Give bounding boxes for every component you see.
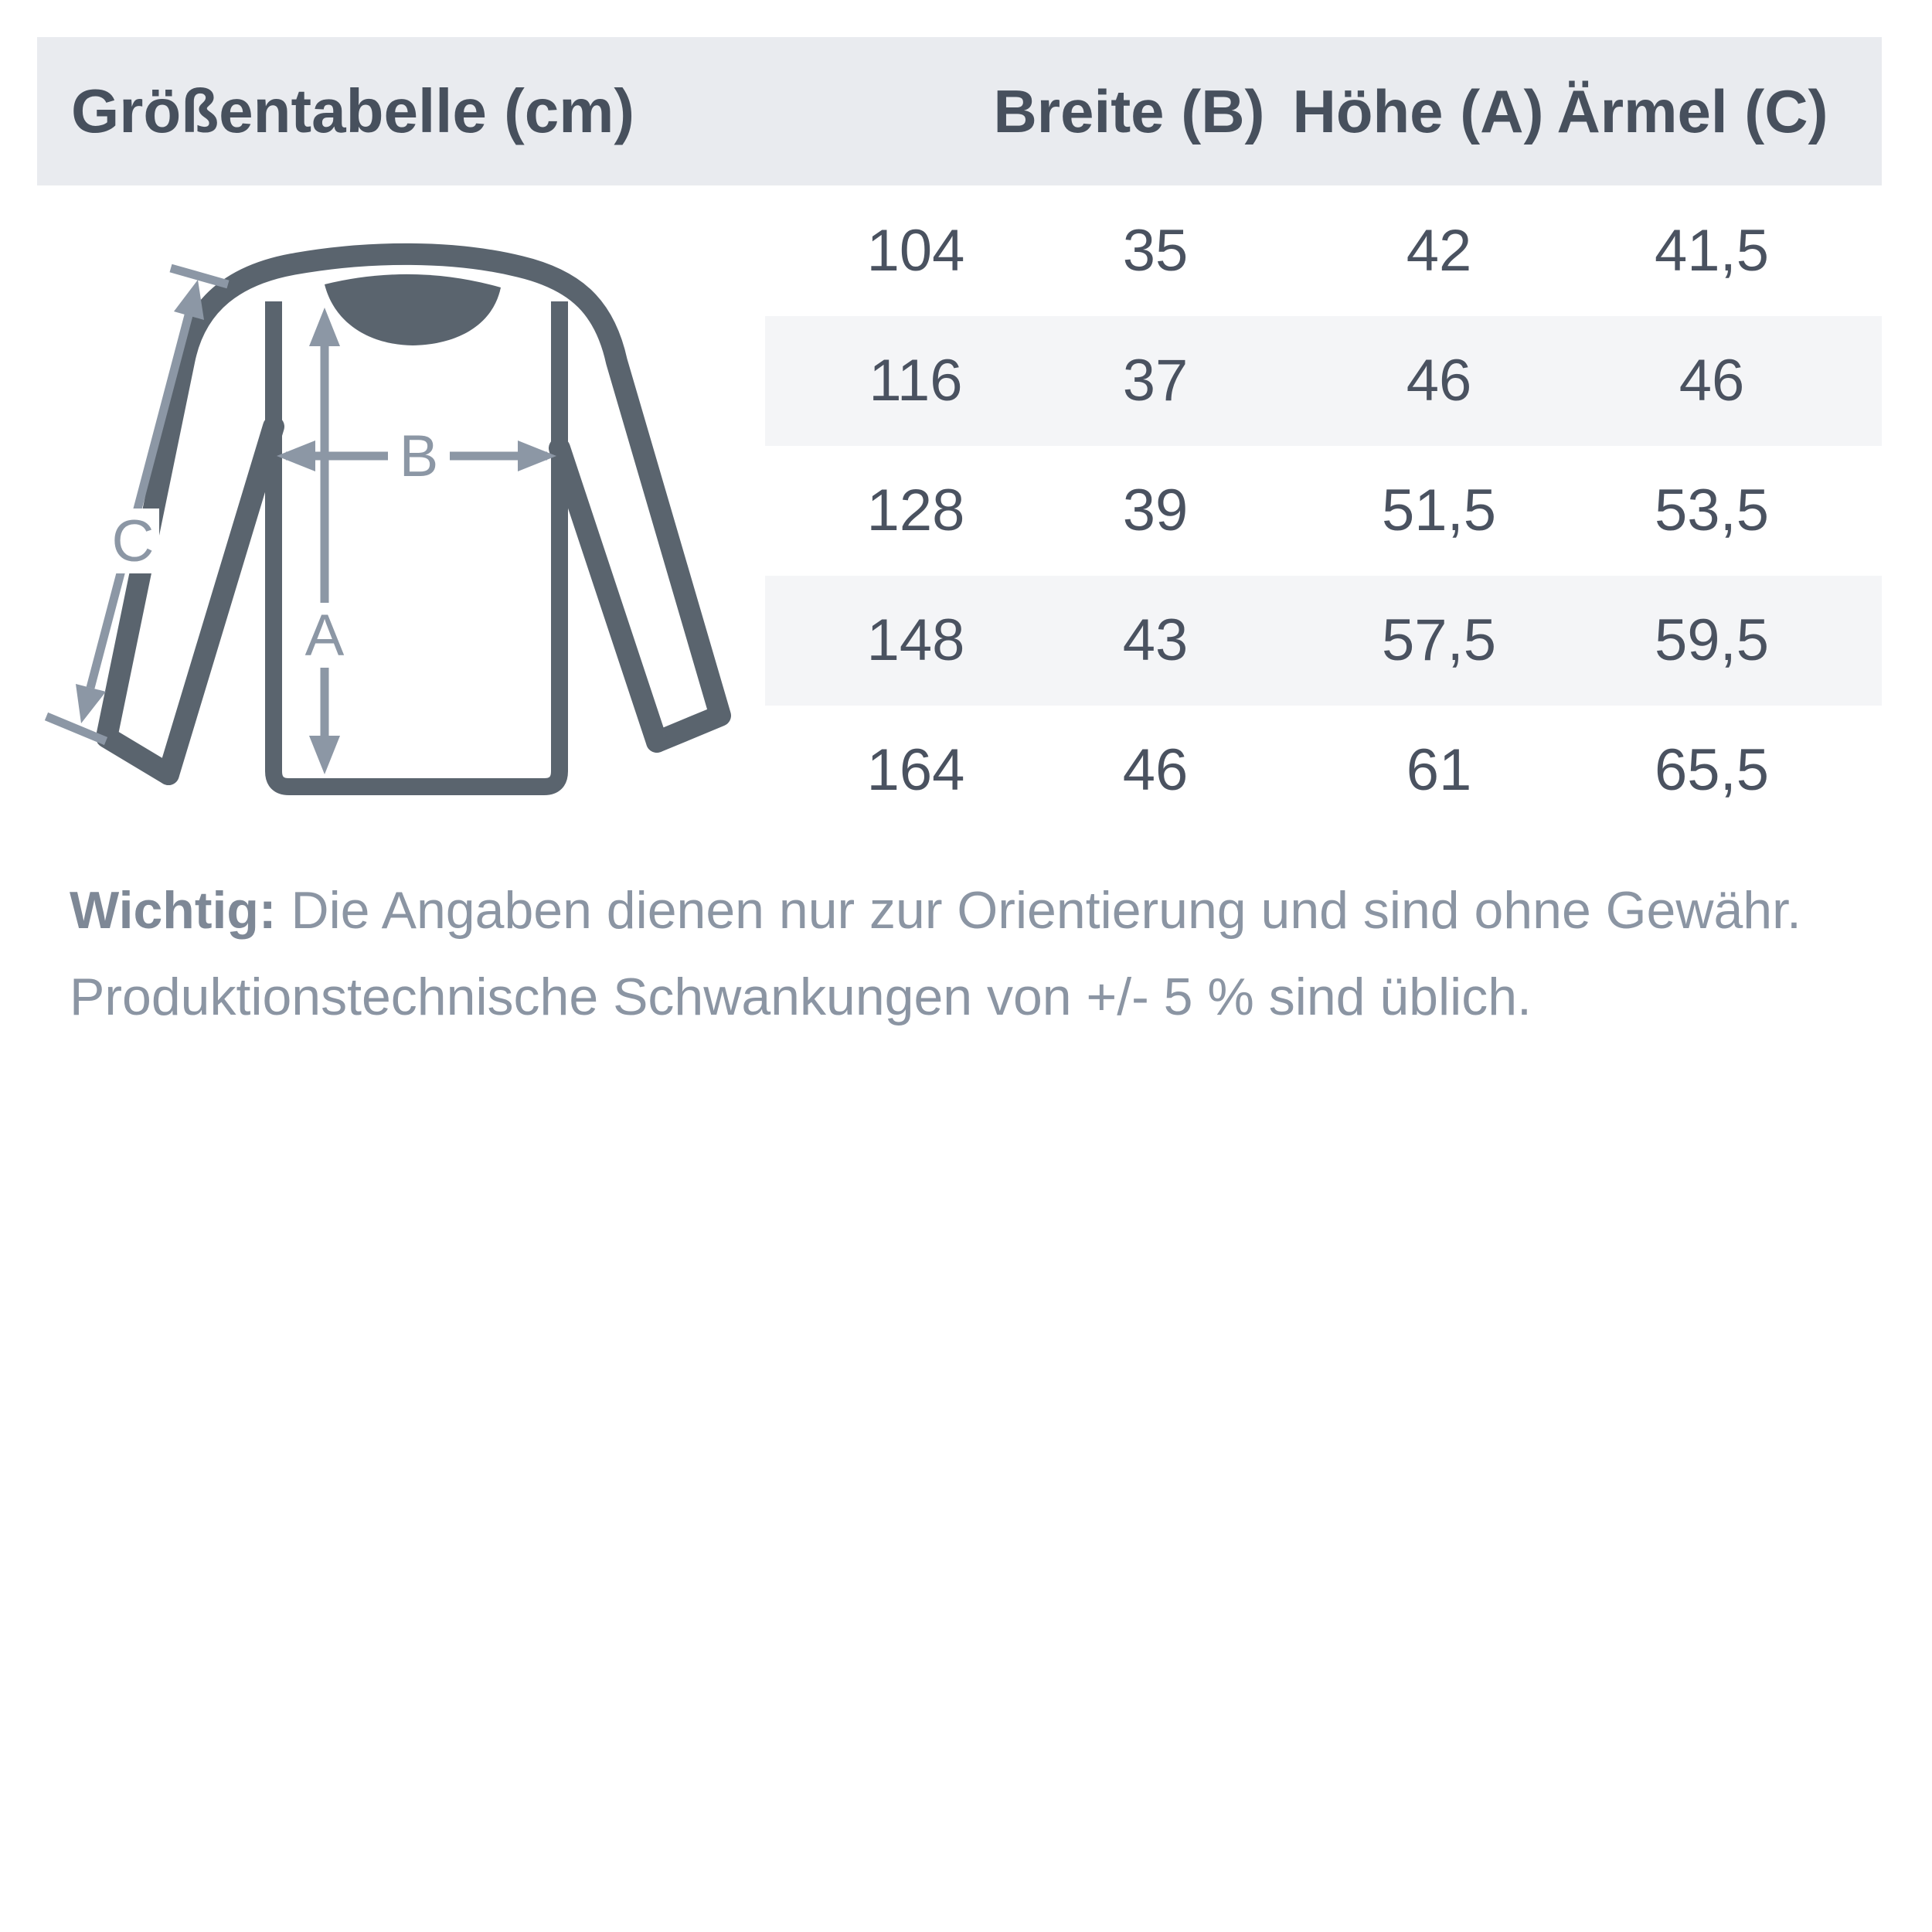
table-header-bar (37, 37, 1882, 185)
cell-breite: 39 (1122, 478, 1189, 543)
cell-hoehe: 51,5 (1382, 478, 1496, 543)
label-b: B (399, 423, 439, 489)
table-row (765, 186, 1882, 316)
cell-aermel: 46 (1679, 348, 1745, 413)
cell-size: 116 (869, 348, 963, 413)
cell-breite: 35 (1122, 218, 1189, 284)
cell-breite: 46 (1122, 737, 1189, 803)
table-row (765, 576, 1882, 706)
arrow-c-head-up (174, 280, 204, 320)
arrow-c-tick-bottom (46, 716, 106, 741)
column-header-aermel: Ärmel (C) (1556, 77, 1828, 145)
disclaimer-line-2 (70, 954, 1870, 1040)
arrow-c-line (90, 315, 189, 688)
table-rows (765, 186, 1882, 835)
column-header-hoehe: Höhe (A) (1292, 77, 1544, 145)
cell-size: 104 (866, 218, 965, 284)
cell-breite: 43 (1122, 607, 1189, 673)
arrow-a-head-down (309, 736, 340, 774)
shirt-body (274, 301, 560, 787)
arrow-a-head-up (309, 308, 340, 346)
label-a: A (304, 603, 345, 668)
column-header-breite: Breite (B) (993, 77, 1265, 145)
arrow-b-head-left (277, 440, 315, 471)
disclaimer-note (70, 867, 1870, 1040)
cell-hoehe: 57,5 (1382, 607, 1496, 673)
table-row (765, 316, 1882, 446)
arrow-c-tick-top (171, 268, 228, 284)
cell-hoehe: 61 (1406, 737, 1472, 803)
page-title: Größentabelle (cm) (71, 77, 635, 145)
cell-size: 164 (866, 737, 965, 803)
cell-hoehe: 46 (1406, 348, 1472, 413)
shirt-measurement-diagram (37, 193, 764, 842)
shirt-collar (325, 274, 501, 345)
disclaimer-line-1 (70, 867, 1870, 954)
cell-size: 128 (866, 478, 965, 543)
cell-breite: 37 (1122, 348, 1189, 413)
label-c: C (111, 509, 155, 574)
cell-hoehe: 42 (1406, 218, 1472, 284)
disclaimer-text-1: Die Angaben dienen nur zur Orientierung und sind ohne Gewähr. (276, 881, 1801, 940)
cell-aermel: 41,5 (1655, 218, 1769, 284)
table-row (765, 706, 1882, 835)
cell-aermel: 65,5 (1655, 737, 1769, 803)
cell-size: 148 (866, 607, 965, 673)
table-row (765, 446, 1882, 576)
disclaimer-text-2: Produktionstechnische Schwankungen von +/- 5 % sind üblich. (70, 968, 1532, 1026)
disclaimer-prefix: Wichtig: (70, 881, 277, 940)
cell-aermel: 59,5 (1655, 607, 1769, 673)
cell-aermel: 53,5 (1655, 478, 1769, 543)
